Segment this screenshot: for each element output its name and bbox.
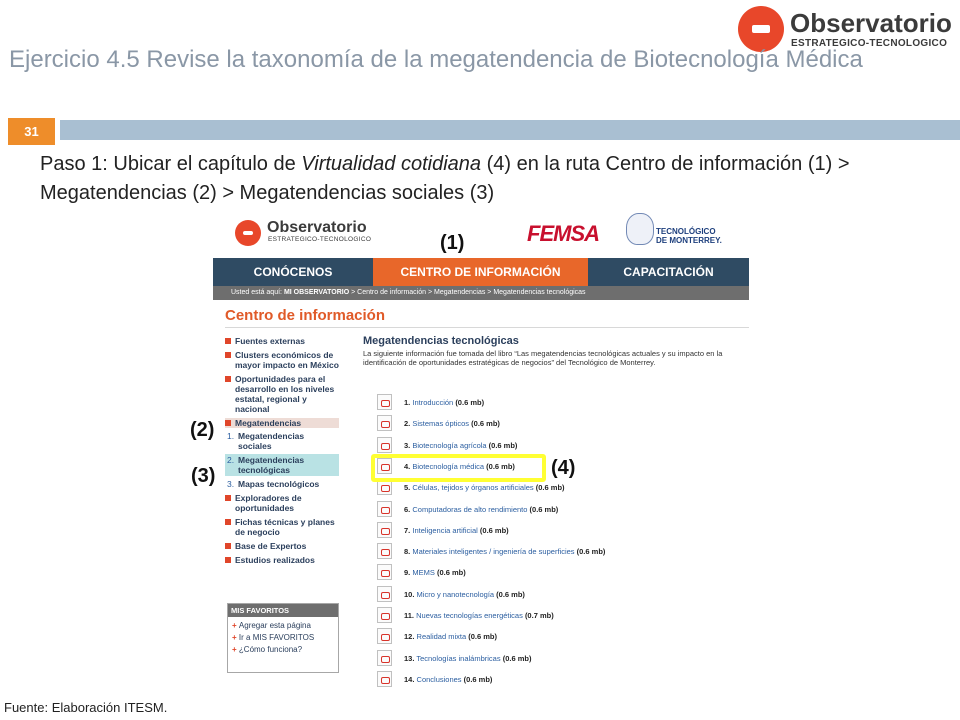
document-size: (0.6 mb)	[436, 568, 466, 578]
content-description: La siguiente información fue tomada del libro “Las megatendencias tecnológicas actuales y su impacto en la identificación de oportunidades estratégicas de negocios” del Tecnológico de Monterrey.	[363, 349, 723, 367]
plus-icon: +	[232, 621, 239, 630]
marker-3: (3)	[191, 465, 216, 487]
document-link[interactable]	[404, 632, 497, 641]
document-size: (0.6 mb)	[455, 398, 485, 407]
breadcrumb-rest[interactable]: > Centro de información > Megatendencias > Megatendencias tecnológicas	[351, 289, 586, 296]
pdf-icon	[377, 671, 392, 687]
pdf-icon	[377, 543, 392, 559]
document-size: (0.6 mb)	[479, 525, 509, 535]
document-item[interactable]	[377, 415, 737, 433]
document-item[interactable]	[377, 564, 737, 582]
document-link[interactable]	[404, 419, 500, 428]
document-link[interactable]	[404, 505, 558, 514]
section-title: Centro de información	[225, 307, 386, 324]
document-title: Realidad mixta	[416, 632, 467, 642]
document-title: Materiales inteligentes / ingeniería de superficies	[412, 547, 575, 557]
breadcrumb	[213, 286, 749, 300]
plus-icon	[225, 495, 231, 501]
logo-title: Observatorio	[790, 8, 952, 38]
marker-4: (4)	[551, 457, 576, 479]
document-size: (0.6 mb)	[486, 461, 515, 471]
logo-subtitle: ESTRATEGICO-TECNOLOGICO	[791, 38, 948, 49]
sub-number: 1.	[227, 431, 235, 441]
document-item[interactable]	[377, 586, 737, 604]
sidebar-sub-sociales[interactable]	[225, 431, 339, 451]
document-title: Biotecnología agrícola	[412, 440, 487, 450]
pdf-icon	[377, 522, 392, 538]
slide-title: Ejercicio 4.5 Revise la taxonomía de la megatendencia de Biotecnología Médica	[9, 46, 863, 73]
sidebar-label: Base de Expertos	[235, 541, 307, 551]
document-number: 9.	[404, 568, 411, 578]
square-icon	[225, 519, 231, 525]
document-item[interactable]	[377, 394, 737, 412]
square-icon	[225, 543, 231, 549]
document-number: 3.	[404, 440, 411, 450]
pdf-icon	[377, 628, 392, 644]
sub-label: Mapas tecnológicos	[238, 479, 320, 489]
favorites-label: Ir a MIS FAVORITOS	[238, 633, 315, 642]
nav-centro-de-informacion[interactable]: CENTRO DE INFORMACIÓN	[373, 258, 588, 286]
sidebar-item-oportunidades[interactable]	[225, 374, 339, 414]
favorites-label: Agregar esta página	[238, 621, 311, 630]
site-logo-icon	[235, 220, 261, 246]
main-nav	[213, 258, 749, 286]
expand-arrow-icon	[225, 420, 231, 426]
source-note: Fuente: Elaboración ITESM.	[4, 700, 168, 715]
favorites-label: ¿Cómo funciona?	[238, 645, 303, 654]
document-number: 6.	[404, 504, 411, 514]
document-title: Introducción	[412, 398, 454, 407]
document-size: (0.6 mb)	[463, 674, 493, 684]
document-item[interactable]	[377, 501, 737, 519]
pdf-icon	[377, 394, 392, 410]
breadcrumb-prefix: Usted está aquí:	[231, 289, 282, 296]
document-size: (0.6 mb)	[502, 653, 532, 663]
sidebar-sub-mapas[interactable]	[225, 479, 339, 489]
document-size: (0.6 mb)	[576, 547, 606, 557]
document-link[interactable]	[404, 611, 554, 620]
document-number: 13.	[404, 653, 415, 663]
document-title: Células, tejidos y órganos artificiales	[412, 483, 534, 493]
document-list	[377, 394, 737, 698]
document-number: 10.	[404, 589, 415, 599]
document-size: (0.6 mb)	[471, 419, 500, 429]
document-title: Nuevas tecnologías energéticas	[416, 611, 523, 620]
content-title: Megatendencias tecnológicas	[363, 335, 519, 347]
favorites-how[interactable]	[228, 644, 338, 656]
document-link[interactable]	[404, 398, 484, 407]
document-link[interactable]	[404, 568, 466, 577]
sidebar-label: Fichas técnicas y planes de negocio	[235, 517, 335, 537]
sidebar-item-clusters[interactable]	[225, 350, 339, 370]
sidebar-label: Fuentes externas	[235, 336, 305, 346]
document-title: Micro y nanotecnología	[416, 589, 495, 599]
breadcrumb-home[interactable]: MI OBSERVATORIO	[283, 289, 350, 296]
document-size: (0.6 mb)	[488, 440, 518, 450]
document-size: (0.6 mb)	[496, 589, 525, 599]
step-text-chapter: Virtualidad cotidiana	[301, 153, 482, 175]
document-item[interactable]	[377, 543, 737, 561]
header-bar	[60, 120, 960, 140]
document-size: (0.6 mb)	[468, 632, 497, 642]
document-number: 1.	[404, 398, 411, 407]
sidebar-item-estudios[interactable]	[225, 555, 339, 565]
nav-capacitacion[interactable]: CAPACITACIÓN	[623, 265, 714, 279]
document-title: Tecnologías inalámbricas	[416, 653, 501, 663]
plus-icon	[225, 352, 231, 358]
plus-icon: +	[232, 645, 239, 654]
document-item[interactable]	[377, 671, 737, 689]
document-title: Biotecnología médica	[412, 461, 485, 471]
highlight-box-4	[371, 454, 546, 482]
pdf-icon	[377, 650, 392, 666]
document-number: 8.	[404, 547, 411, 557]
document-number: 5.	[404, 483, 411, 493]
sidebar-item-megatendencias[interactable]	[225, 418, 339, 428]
sidebar-item-exploradores[interactable]	[225, 493, 339, 513]
sidebar-item-fuentes[interactable]	[225, 336, 339, 346]
plus-icon	[225, 557, 231, 563]
document-link[interactable]	[404, 483, 565, 492]
document-link[interactable]	[404, 547, 605, 556]
pdf-icon	[377, 437, 392, 453]
sidebar-label: Exploradores de oportunidades	[235, 493, 302, 513]
plus-icon	[225, 376, 231, 382]
sidebar-label: Clusters económicos de mayor impacto en México	[235, 350, 339, 370]
sub-label: Megatendencias sociales	[238, 431, 305, 451]
embedded-screenshot	[205, 210, 753, 698]
sidebar-sub-tecnologicas[interactable]	[225, 454, 339, 476]
document-size: (0.6 mb)	[529, 504, 559, 514]
pdf-icon	[377, 586, 392, 602]
step-instruction	[40, 150, 860, 208]
page-number: 31	[7, 117, 56, 146]
document-size: (0.7 mb)	[524, 611, 554, 620]
document-link[interactable]	[404, 441, 517, 450]
sidebar-label: Megatendencias	[235, 418, 302, 428]
femsa-logo: FEMSA	[527, 221, 599, 246]
document-link[interactable]	[404, 654, 531, 663]
document-item[interactable]	[377, 607, 737, 625]
pdf-icon	[377, 607, 392, 623]
sub-number: 3.	[227, 479, 235, 489]
document-number: 12.	[404, 632, 415, 642]
sub-label: Megatendencias tecnológicas	[238, 455, 305, 475]
tec-logo-line2: DE MONTERREY.	[656, 236, 722, 245]
plus-icon	[225, 338, 231, 344]
document-number: 11.	[404, 611, 415, 620]
sidebar-item-fichas[interactable]	[225, 517, 339, 537]
document-link[interactable]	[404, 590, 525, 599]
step-text-1: Paso 1: Ubicar el capítulo de	[40, 153, 302, 175]
document-item[interactable]	[377, 522, 737, 540]
marker-2: (2)	[190, 419, 215, 441]
sub-number: 2.	[227, 455, 235, 465]
plus-icon: +	[232, 633, 239, 642]
document-number: 7.	[404, 525, 411, 535]
favorites-go[interactable]	[228, 632, 338, 644]
step-text-2: (4) en la ruta Centro de información (1) > Megatendencias (2) > Megatendencias sociales (3)	[40, 153, 850, 204]
document-number: 14.	[404, 674, 415, 684]
sidebar-label: Oportunidades para el desarrollo en los niveles estatal, regional y nacional	[235, 374, 335, 414]
favorites-panel	[227, 603, 339, 673]
document-number: 2.	[404, 419, 411, 429]
sidebar-item-base[interactable]	[225, 541, 339, 551]
pdf-icon	[377, 415, 392, 431]
document-size: (0.6 mb)	[535, 483, 565, 493]
document-item[interactable]	[377, 650, 737, 668]
nav-conocenos[interactable]: CONÓCENOS	[253, 265, 333, 279]
document-title: Computadoras de alto rendimiento	[412, 504, 528, 514]
tec-seal-icon	[626, 213, 654, 245]
sidebar-label: Estudios realizados	[235, 555, 315, 565]
document-link[interactable]	[404, 675, 492, 684]
document-title: Sistemas ópticos	[412, 419, 470, 429]
site-logo-subtitle: ESTRATEGICO-TECNOLOGICO	[268, 236, 372, 243]
site-logo-title: Observatorio	[267, 219, 367, 236]
pdf-icon	[377, 564, 392, 580]
favorites-add[interactable]	[228, 620, 338, 632]
document-number: 4.	[404, 461, 411, 471]
marker-1: (1)	[440, 232, 465, 254]
document-item[interactable]	[377, 437, 737, 455]
document-item[interactable]	[377, 628, 737, 646]
tec-logo-line1: TECNOLÓGICO	[656, 227, 716, 236]
document-title: Inteligencia artificial	[412, 525, 478, 535]
document-link[interactable]	[404, 526, 509, 535]
divider	[225, 327, 749, 328]
favorites-header: MIS FAVORITOS	[228, 604, 338, 617]
document-title: Conclusiones	[416, 674, 462, 684]
sidebar-nav	[225, 336, 339, 565]
document-title: MEMS	[412, 568, 435, 578]
pdf-icon	[377, 501, 392, 517]
